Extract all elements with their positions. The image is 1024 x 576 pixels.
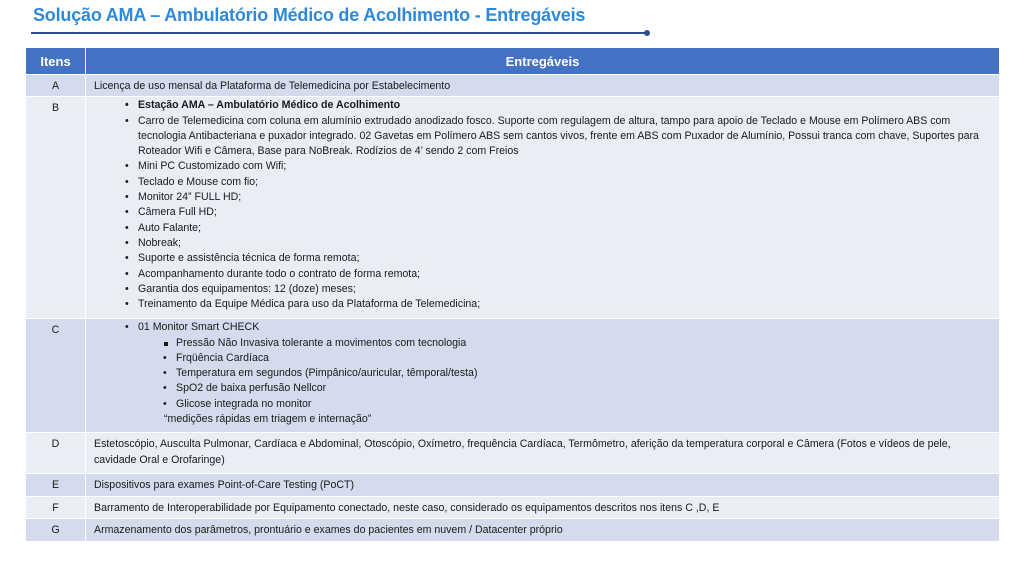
table-row-b <box>26 97 1000 319</box>
quote-text: “medições rápidas em triagem e internação” <box>164 413 372 426</box>
list-item: • Monitor 24” FULL HD; <box>124 190 991 205</box>
sub-list-item: • Temperatura em segundos (Pimpânico/auricular, têmporal/testa) <box>124 366 991 381</box>
table-header-row <box>26 48 1000 75</box>
title-underline <box>31 32 647 34</box>
deliverable-bullet-list <box>86 319 999 430</box>
list-item: • Treinamento da Equipe Médica para uso da Plataforma de Telemedicina; <box>124 297 991 312</box>
item-label: E <box>51 479 60 492</box>
deliverable-text: Licença de uso mensal da Plataforma de Telemedicina por Estabelecimento <box>94 80 451 92</box>
table-row-c <box>26 319 1000 433</box>
item-label: D <box>51 438 60 451</box>
table-row-a <box>26 75 1000 97</box>
item-label: F <box>52 501 59 514</box>
list-item: • Nobreak; <box>124 236 991 251</box>
table-row-d <box>26 433 1000 474</box>
deliverable-text: Armazenamento dos parâmetros, prontuário e exames do pacientes em nuvem / Datacenter próprio <box>94 523 563 536</box>
deliverable-text: Barramento de Interoperabilidade por Equipamento conectado, neste caso, considerado os equipamentos descritos nos itens C ,D, E <box>94 501 720 514</box>
table-row-f <box>26 496 1000 518</box>
list-item: • Suporte e assistência técnica de forma remota; <box>124 251 991 266</box>
item-label: G <box>51 523 60 536</box>
table-row-e <box>26 474 1000 496</box>
deliverable-bullet-list <box>86 97 999 315</box>
sub-list-item: • SpO2 de baixa perfusão Nellcor <box>124 381 991 396</box>
list-item: • Auto Falante; <box>124 221 991 236</box>
title-underline-dot <box>644 30 650 36</box>
sub-list-item: Pressão Não Invasiva tolerante a movimentos com tecnologia <box>124 336 991 351</box>
list-item: • Mini PC Customizado com Wifi; <box>124 159 991 174</box>
list-item: • Câmera Full HD; <box>124 205 991 220</box>
list-item: • Carro de Telemedicina com coluna em alumínio extrudado anodizado fosco. Suporte com regulagem de altura, tampo para apoio de Teclado e Mouse em Polímero ABS com tecnologia Antibacteriana e puxador integrado. 02 Gavetas em Polímero ABS sem cantos vivos, frente em ABS com Puxador de Alumínio, Possui tranca com chave, Suportes para Roteador Wifi e Câmera, Base para NoBreak. Rodízios de 4’ sendo 2 com Freios <box>124 114 991 160</box>
table-row-g <box>26 518 1000 541</box>
item-label: A <box>51 80 60 92</box>
deliverable-text: Estetoscópio, Ausculta Pulmonar, Cardíaca e Abdominal, Otoscópio, Oxímetro, frequência Cardíaca, Termômetro, aferição da temperatura corporal e Câmera (Fotos e vídeos de pele, cavidade Oral e Orofaringe) <box>94 438 951 466</box>
list-item: • Estação AMA – Ambulatório Médico de Acolhimento <box>124 98 991 113</box>
list-item: • 01 Monitor Smart CHECK <box>124 320 991 335</box>
item-label: B <box>51 102 60 115</box>
sub-list-item: • Frqüência Cardíaca <box>124 351 991 366</box>
deliverable-text: Dispositivos para exames Point-of-Care Testing (PoCT) <box>94 479 355 492</box>
header-deliverables: Entregáveis <box>86 48 1000 75</box>
header-items: Itens <box>26 48 86 75</box>
sub-list-item: • Glicose integrada no monitor <box>124 397 991 412</box>
list-item: • Acompanhamento durante todo o contrato de forma remota; <box>124 267 991 282</box>
deliverables-table <box>25 47 1000 542</box>
list-item: • Teclado e Mouse com fio; <box>124 175 991 190</box>
page-title: Solução AMA – Ambulatório Médico de Acolhimento - Entregáveis <box>33 5 586 25</box>
item-label: C <box>51 324 60 337</box>
list-item: • Garantia dos equipamentos: 12 (doze) meses; <box>124 282 991 297</box>
